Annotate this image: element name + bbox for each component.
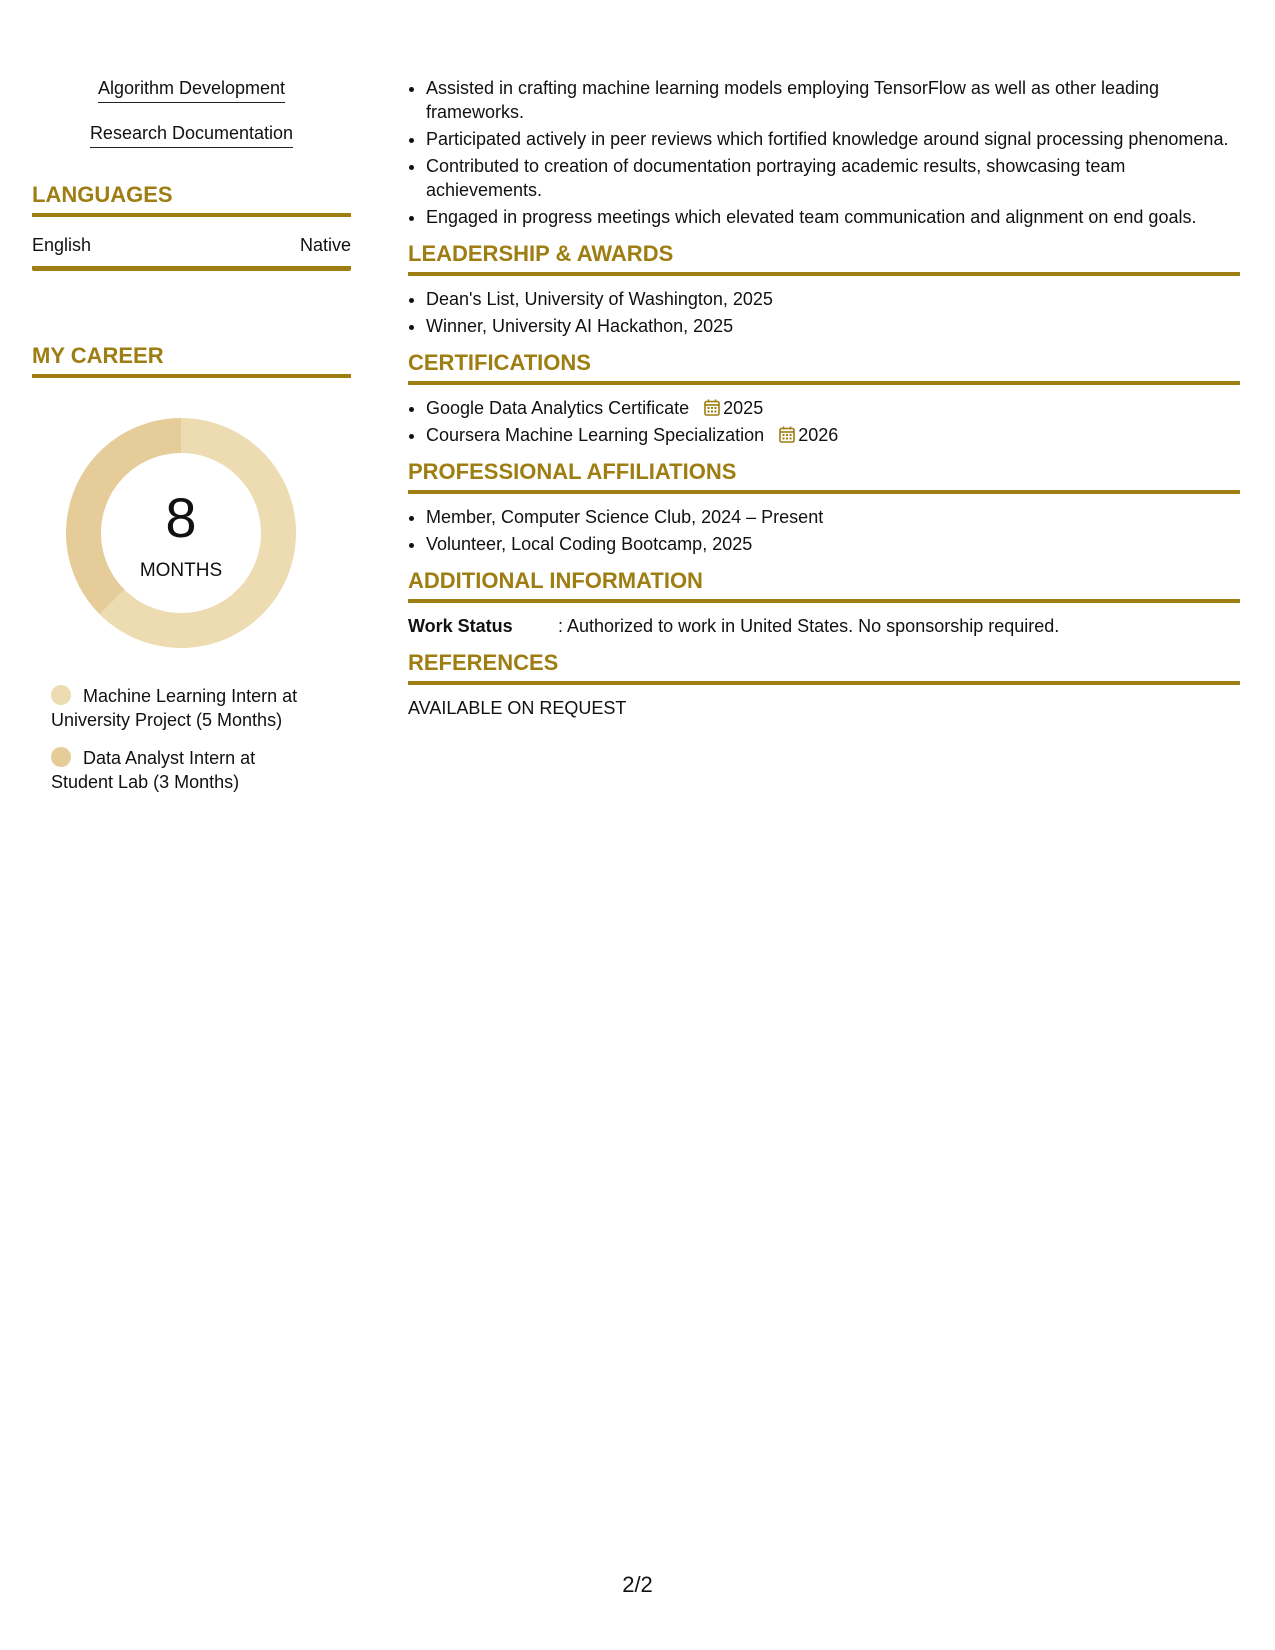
career-heading: MY CAREER [32,343,351,378]
page-number: 2/2 [622,1572,653,1597]
list-item: • Contributed to creation of documentation portraying academic results, showcasing team achievements. [426,154,1240,202]
list-item: • Engaged in progress meetings which elevated team communication and alignment on end goals. [426,205,1240,229]
certification-name: Google Data Analytics Certificate [426,398,690,418]
references-heading: REFERENCES [408,650,1240,685]
certification-name: Coursera Machine Learning Specialization [426,425,765,445]
left-column [32,76,351,808]
legend-label: Machine Learning Intern at University Project (5 Months) [51,686,298,730]
list-item [426,423,1240,447]
list-item: • Member, Computer Science Club, 2024 – Present [426,505,1240,529]
experience-bullets [408,76,1240,229]
affiliations-heading: PROFESSIONAL AFFILIATIONS [408,459,1240,494]
list-item: • Volunteer, Local Coding Bootcamp, 2025 [426,532,1240,556]
donut-center [66,418,296,648]
list-item: • Participated actively in peer reviews which fortified knowledge around signal processing phenomena. [426,127,1240,151]
legend-dot [51,685,71,705]
references-text: AVAILABLE ON REQUEST [408,698,627,718]
work-status-label: Work Status [408,616,513,636]
work-status-row [408,614,1240,638]
certifications-heading: CERTIFICATIONS [408,350,1240,385]
career-total-months: 8 [165,486,197,549]
calendar-icon [779,426,795,443]
certification-year: 2026 [798,425,839,445]
legend-label: Data Analyst Intern at Student Lab (3 Months) [51,748,256,792]
list-item: • Dean's List, University of Washington, 2025 [426,287,1240,311]
list-item: • Assisted in crafting machine learning models employing TensorFlow as well as other leading frameworks. [426,76,1240,124]
calendar-icon [704,399,720,416]
career-total-unit: MONTHS [139,560,223,581]
right-column [408,76,1240,720]
skill-tag: Research Documentation [90,121,293,148]
leadership-list [408,287,1240,338]
language-name: English [32,235,92,255]
affiliations-list [408,505,1240,556]
languages-heading: LANGUAGES [32,182,351,217]
work-status-value: : Authorized to work in United States. No sponsorship required. [558,616,1060,636]
leadership-heading: LEADERSHIP & AWARDS [408,241,1240,276]
legend-dot [51,747,71,767]
skill-tag: Algorithm Development [98,76,285,103]
career-donut-chart [66,418,296,648]
certification-year: 2025 [723,398,764,418]
legend-item [51,746,321,794]
list-item [426,396,1240,420]
language-level: Native [299,235,351,255]
additional-heading: ADDITIONAL INFORMATION [408,568,1240,603]
career-legend [51,684,351,794]
legend-item [51,684,321,732]
certifications-list [408,396,1240,447]
language-row [32,235,351,271]
list-item: • Winner, University AI Hackathon, 2025 [426,314,1240,338]
